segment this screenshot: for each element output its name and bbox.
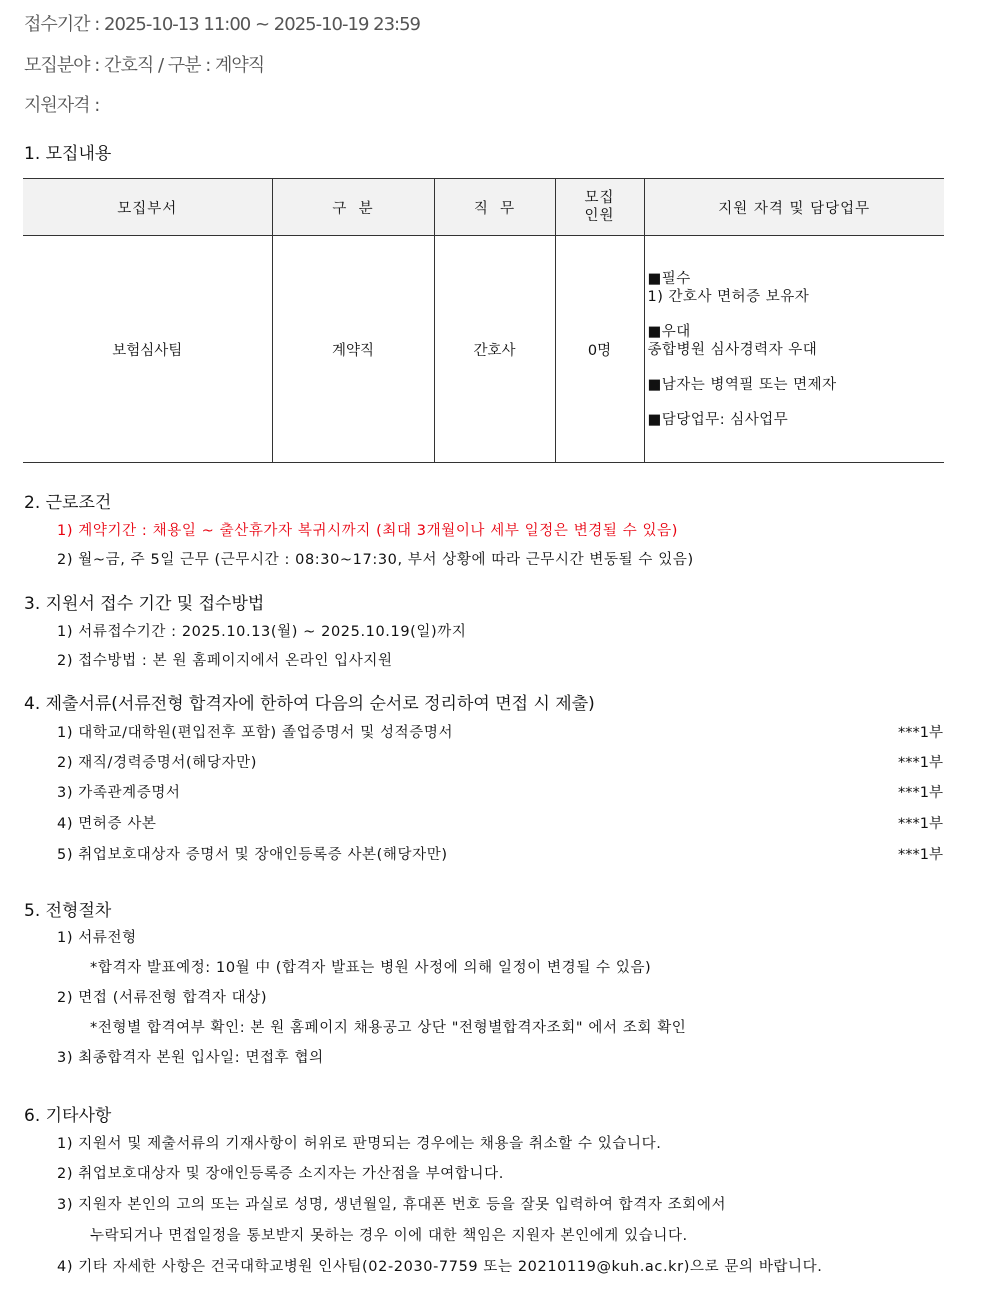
step-interview: 2) 면접 (서류전형 합격자 대상) — [57, 990, 268, 1006]
step-document-screening: 1) 서류전형 — [57, 930, 137, 946]
section-6-title: 6. 기타사항 — [24, 1106, 112, 1126]
header-count-line2: 인원 — [584, 208, 615, 224]
cell-job: 간호사 — [434, 236, 555, 463]
contract-period: 1) 계약기간 : 채용일 ~ 출산휴가자 복귀시까지 (최대 3개월이나 세부 일정은 변경될 수 있음) — [57, 523, 679, 539]
qual-military: ■남자는 병역필 또는 면제자 — [647, 376, 837, 393]
application-method: 2) 접수방법 : 본 원 홈페이지에서 온라인 입사지원 — [57, 653, 393, 669]
application-period: 접수기간 : 2025-10-13 11:00 ~ 2025-10-19 23:59 — [24, 14, 420, 35]
table-header-row — [23, 179, 944, 236]
list-item: 4) 면허증 사본 — [57, 816, 157, 832]
qual-required: ■필수 — [647, 270, 691, 287]
list-item-count: ***1부 — [898, 816, 943, 832]
list-item: 1) 대학교/대학원(편입전후 포함) 졸업증명서 및 성적증명서 — [57, 725, 454, 741]
note-false-info: 1) 지원서 및 제출서류의 기재사항이 허위로 판명되는 경우에는 채용을 취소할 수 있습니다. — [57, 1136, 662, 1152]
recruit-table — [23, 178, 944, 463]
qual-preferred: ■우대 — [647, 323, 691, 340]
header-count-line1: 모집 — [584, 190, 615, 206]
header-count — [555, 179, 644, 236]
header-qualification: 지원 자격 및 담당업무 — [644, 179, 944, 236]
list-item-count: ***1부 — [898, 725, 943, 741]
section-1-title: 1. 모집내용 — [24, 144, 112, 164]
qual-required-1: 1) 간호사 면허증 보유자 — [647, 288, 810, 305]
note-input-error-cont: 누락되거나 면접일정을 통보받지 못하는 경우 이에 대한 책임은 지원자 본인에게 있습니다. — [90, 1228, 688, 1244]
table-row — [23, 236, 944, 463]
work-hours: 2) 월~금, 주 5일 근무 (근무시간 : 08:30~17:30, 부서 상황에 따라 근무시간 변동될 수 있음) — [57, 552, 694, 568]
section-2-title: 2. 근로조건 — [24, 493, 112, 513]
list-item-count: ***1부 — [898, 785, 943, 801]
step-document-note: *합격자 발표예정: 10월 中 (합격자 발표는 병원 사정에 의해 일정이 변경될 수 있음) — [90, 960, 652, 976]
note-input-error: 3) 지원자 본인의 고의 또는 과실로 성명, 생년월일, 휴대폰 번호 등을 잘못 입력하여 합격자 조회에서 — [57, 1197, 727, 1213]
recruit-field: 모집분야 : 간호직 / 구분 : 계약직 — [24, 55, 265, 76]
cell-type: 계약직 — [272, 236, 434, 463]
header-job: 직 무 — [434, 179, 555, 236]
section-5-title: 5. 전형절차 — [24, 901, 112, 921]
header-type: 구 분 — [272, 179, 434, 236]
qualification-label: 지원자격 : — [24, 95, 100, 116]
document-period: 1) 서류접수기간 : 2025.10.13(월) ~ 2025.10.19(일)까지 — [57, 624, 467, 640]
note-bonus-points: 2) 취업보호대상자 및 장애인등록증 소지자는 가산점을 부여합니다. — [57, 1166, 504, 1182]
header-dept: 모집부서 — [23, 179, 272, 236]
note-contact: 4) 기타 자세한 사항은 건국대학교병원 인사팀(02-2030-7759 또는 20210119@kuh.ac.kr)으로 문의 바랍니다. — [57, 1259, 823, 1275]
step-interview-note: *전형별 합격여부 확인: 본 원 홈페이지 채용공고 상단 "전형별합격자조회" 에서 조회 확인 — [90, 1020, 687, 1036]
section-4-title: 4. 제출서류(서류전형 합격자에 한하여 다음의 순서로 정리하여 면접 시 제출) — [24, 694, 595, 714]
cell-dept: 보험심사팀 — [23, 236, 272, 463]
list-item: 2) 재직/경력증명서(해당자만) — [57, 755, 257, 771]
list-item-count: ***1부 — [898, 847, 943, 863]
cell-count: 0명 — [555, 236, 644, 463]
list-item-count: ***1부 — [898, 755, 943, 771]
list-item: 5) 취업보호대상자 증명서 및 장애인등록증 사본(해당자만) — [57, 847, 448, 863]
step-final-start-date: 3) 최종합격자 본원 입사일: 면접후 협의 — [57, 1050, 324, 1066]
section-3-title: 3. 지원서 접수 기간 및 접수방법 — [24, 594, 265, 614]
list-item: 3) 가족관계증명서 — [57, 785, 181, 801]
qual-duty: ■담당업무: 심사업무 — [647, 411, 789, 428]
qual-preferred-1: 종합병원 심사경력자 우대 — [647, 341, 818, 358]
cell-qualification — [644, 236, 944, 463]
